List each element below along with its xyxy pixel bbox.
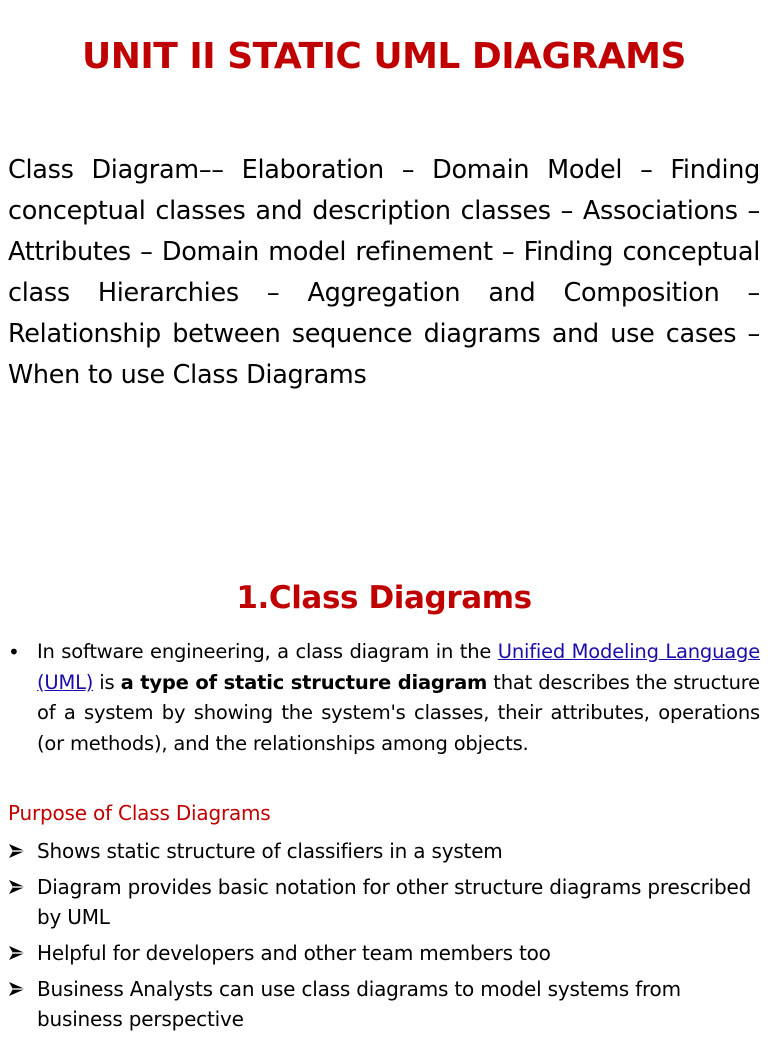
list-item-text: Business Analysts can use class diagrams to model systems from business perspective	[37, 977, 681, 1031]
definition-text-end: that describes the structure of a system by showing the system's classes, their attributes, operations (or methods), and the relationships among objects.	[37, 670, 760, 755]
slide-title: UNIT II STATIC UML DIAGRAMS	[82, 36, 686, 77]
arrowhead-bullet-icon	[8, 872, 37, 895]
section-title: 1.Class Diagrams	[236, 580, 532, 616]
list-item	[8, 974, 760, 1034]
list-item	[8, 938, 760, 968]
uml-link[interactable]: Unified Modeling Language (UML)	[37, 640, 760, 694]
definition-bold-text: a type of static structure diagram	[120, 670, 488, 694]
definition-text-start: In software engineering, a class diagram in the	[37, 640, 498, 663]
bullet-dot-icon: •	[8, 640, 20, 664]
list-item	[8, 836, 760, 866]
list-item-text: Shows static structure of classifiers in a system	[37, 839, 503, 863]
definition-bullet	[8, 637, 760, 759]
arrowhead-bullet-icon	[8, 974, 37, 997]
arrowhead-bullet-icon	[8, 938, 37, 961]
list-item-text: Diagram provides basic notation for other structure diagrams prescribed by UML	[37, 875, 752, 929]
bullet-row	[8, 637, 760, 759]
list-item	[8, 872, 760, 932]
definition-text-middle: is	[93, 670, 121, 694]
definition-text	[37, 637, 760, 759]
arrowhead-bullet-icon	[8, 836, 37, 859]
list-item-text: Helpful for developers and other team members too	[37, 941, 551, 965]
purpose-list	[8, 836, 760, 1040]
syllabus-paragraph: Class Diagram–– Elaboration – Domain Model – Finding conceptual classes and description classes – Associations – Attributes – Domain model refinement – Finding conceptual class Hierarchies – Aggregation and Composition – Relationship between sequence diagrams and use cases – When to use Class Diagrams	[8, 155, 760, 390]
purpose-heading: Purpose of Class Diagrams	[8, 801, 271, 825]
